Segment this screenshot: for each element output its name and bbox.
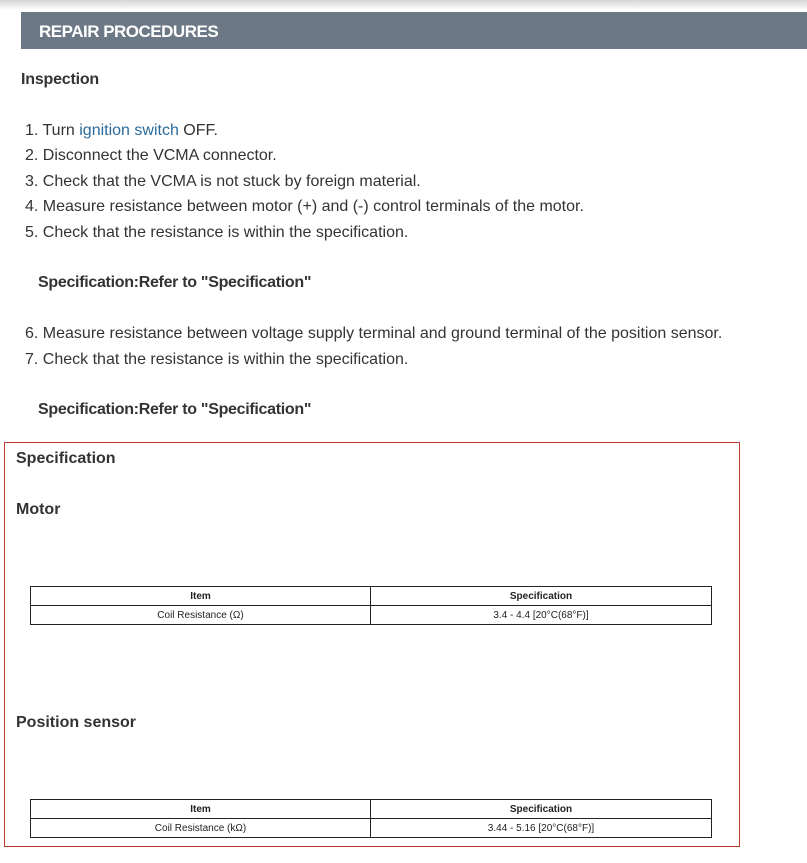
cell-specification: 3.44 - 5.16 [20°C(68°F)] — [371, 819, 712, 838]
step-7-text: Check that the resistance is within the specification. — [42, 351, 409, 368]
step-6 — [25, 325, 722, 343]
step-6-number: 6. — [25, 325, 39, 342]
top-shadow — [0, 0, 807, 10]
section-header — [21, 12, 807, 49]
step-4 — [25, 198, 584, 216]
motor-spec-table — [30, 586, 712, 625]
column-header-item: Item — [31, 800, 371, 819]
specification-title: Specification — [16, 450, 116, 467]
step-3-number: 3. — [25, 173, 39, 190]
motor-title: Motor — [16, 501, 61, 518]
table-header-row — [31, 587, 712, 606]
column-header-item: Item — [31, 587, 371, 606]
step-2 — [25, 147, 277, 165]
step-1-number: 1. — [25, 122, 39, 139]
step-4-number: 4. — [25, 198, 39, 215]
cell-item: Coil Resistance (kΩ) — [31, 819, 371, 838]
spec-note-2: Specification:Refer to "Specification" — [38, 401, 312, 418]
cell-specification: 3.4 - 4.4 [20°C(68°F)] — [371, 606, 712, 625]
step-5 — [25, 224, 408, 242]
table-row — [31, 606, 712, 625]
spec-note-1: Specification:Refer to "Specification" — [38, 274, 312, 291]
step-1-text-pre: Turn — [42, 122, 80, 139]
column-header-specification: Specification — [371, 800, 712, 819]
step-7-number: 7. — [25, 351, 39, 368]
step-7 — [25, 351, 408, 369]
position-sensor-title: Position sensor — [16, 714, 137, 731]
step-1-text-post: OFF. — [178, 122, 218, 139]
step-3-text: Check that the VCMA is not stuck by foreign material. — [42, 173, 421, 190]
section-header-title: REPAIR PROCEDURES — [39, 22, 219, 41]
step-5-number: 5. — [25, 224, 39, 241]
position-sensor-spec-table — [30, 799, 712, 838]
step-2-text: Disconnect the VCMA connector. — [42, 147, 277, 164]
table-row — [31, 819, 712, 838]
step-2-number: 2. — [25, 147, 39, 164]
inspection-heading: Inspection — [21, 71, 100, 88]
cell-item: Coil Resistance (Ω) — [31, 606, 371, 625]
ignition-switch-link[interactable]: ignition switch — [79, 122, 179, 139]
step-4-text: Measure resistance between motor (+) and (-) control terminals of the motor. — [42, 198, 584, 215]
step-1 — [25, 122, 218, 140]
step-6-text: Measure resistance between voltage supply terminal and ground terminal of the position sensor. — [42, 325, 723, 342]
step-5-text: Check that the resistance is within the specification. — [42, 224, 409, 241]
column-header-specification: Specification — [371, 587, 712, 606]
table-header-row — [31, 800, 712, 819]
specification-panel — [4, 442, 740, 847]
step-3 — [25, 173, 421, 191]
